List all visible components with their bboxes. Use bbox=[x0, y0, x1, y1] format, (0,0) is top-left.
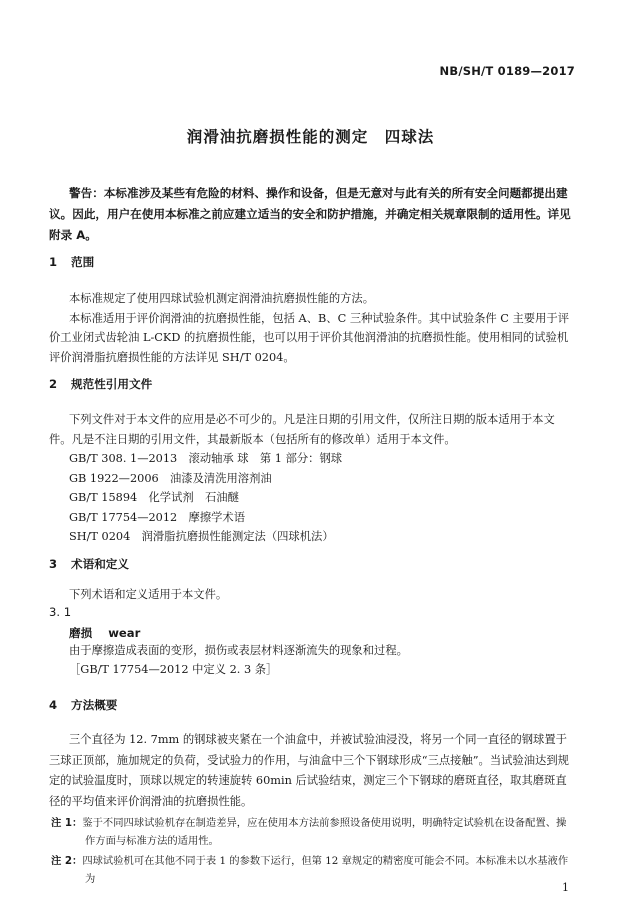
paragraph: 下列术语和定义适用于本文件。 bbox=[69, 588, 228, 601]
term-english: wear bbox=[108, 625, 141, 640]
reference-item: GB/T 15894 化学试剂 石油醚 bbox=[69, 491, 239, 504]
section-3-heading bbox=[49, 556, 129, 572]
term-entry bbox=[49, 625, 575, 641]
term-source: ［GB/T 17754—2012 中定义 2. 3 条］ bbox=[69, 663, 278, 676]
section-2-body bbox=[49, 410, 575, 547]
section-4-heading bbox=[49, 697, 117, 713]
paragraph: 本标准规定了使用四球试验机测定润滑油抗磨损性能的方法。 bbox=[69, 292, 375, 305]
section-number: 2 bbox=[49, 377, 58, 391]
section-1-heading bbox=[49, 254, 94, 270]
section-4-body bbox=[49, 730, 575, 888]
paragraph: 三个直径为 12. 7mm 的钢球被夹紧在一个油盒中，并被试验油浸没，将另一个同一直径的钢球置于三球正顶部，施加规定的负荷，受试验力的作用，与油盒中三个下钢球形成“三点接触”。当试验油达到规定的试验温度时，顶球以规定的转速旋转 60min 后试验结束，测定三个下钢球的磨斑直径，取其磨斑直径的平均值来评价润滑油的抗磨损性能。 bbox=[49, 733, 569, 808]
reference-item: SH/T 0204 润滑脂抗磨损性能测定法（四球机法） bbox=[69, 530, 334, 543]
section-2-heading bbox=[49, 376, 152, 392]
reference-item: GB/T 17754—2012 摩擦学术语 bbox=[69, 510, 246, 524]
note-label: 注 2： bbox=[51, 855, 83, 867]
section-number: 4 bbox=[49, 698, 58, 712]
term-definition: 由于摩擦造成表面的变形，损伤或表层材料逐渐流失的现象和过程。 bbox=[69, 643, 408, 657]
note-label: 注 1： bbox=[51, 817, 83, 829]
section-title: 范围 bbox=[71, 255, 95, 269]
section-number: 3 bbox=[49, 557, 58, 571]
note-1 bbox=[49, 814, 575, 850]
document-title: 润滑油抗磨损性能的测定 四球法 bbox=[186, 128, 435, 146]
section-title: 规范性引用文件 bbox=[71, 377, 153, 391]
page-number: 1 bbox=[562, 881, 569, 894]
section-number: 1 bbox=[49, 255, 58, 269]
note-text: 鉴于不同四球试验机存在制造差异，应在使用本方法前参照设备使用说明，明确特定试验机在设备配置、操作方面与标准方法的适用性。 bbox=[82, 817, 567, 847]
standard-code: NB/SH/T 0189—2017 bbox=[439, 64, 575, 78]
section-1-body bbox=[49, 289, 575, 367]
paragraph: 下列文件对于本文件的应用是必不可少的。凡是注日期的引用文件，仅所注日期的版本适用于本文件。凡是不注日期的引用文件，其最新版本（包括所有的修改单）适用于本文件。 bbox=[49, 413, 555, 446]
section-title: 术语和定义 bbox=[71, 557, 129, 571]
note-text: 四球试验机可在其他不同于表 1 的参数下运行，但第 12 章规定的精密度可能会不同。本标准未以水基液作为 bbox=[82, 855, 569, 885]
reference-item: GB/T 308. 1—2013 滚动轴承 球 第 1 部分：钢球 bbox=[69, 452, 343, 465]
paragraph: 本标准适用于评价润滑油的抗磨损性能，包括 A、B、C 三种试验条件。其中试验条件 C 主要用于评价工业闭式齿轮油 L-CKD 的抗磨损性能，也可以用于评价其他润滑油的抗磨损性能。使用相同的试验机评价润滑脂抗磨损性能的方法详见 SH/T 0204。 bbox=[49, 311, 569, 364]
subclause-number: 3. 1 bbox=[49, 604, 72, 619]
term-chinese: 磨损 bbox=[69, 625, 93, 640]
section-3-body bbox=[49, 585, 575, 680]
note-2 bbox=[49, 852, 575, 888]
reference-item: GB 1922—2006 油漆及清洗用溶剂油 bbox=[69, 471, 272, 485]
section-title: 方法概要 bbox=[71, 698, 118, 712]
warning-paragraph: 警告：本标准涉及某些有危险的材料、操作和设备，但是无意对与此有关的所有安全问题都提出建议。因此，用户在使用本标准之前应建立适当的安全和防护措施，并确定相关规章限制的适用性。详见附录 A。 bbox=[49, 186, 571, 242]
